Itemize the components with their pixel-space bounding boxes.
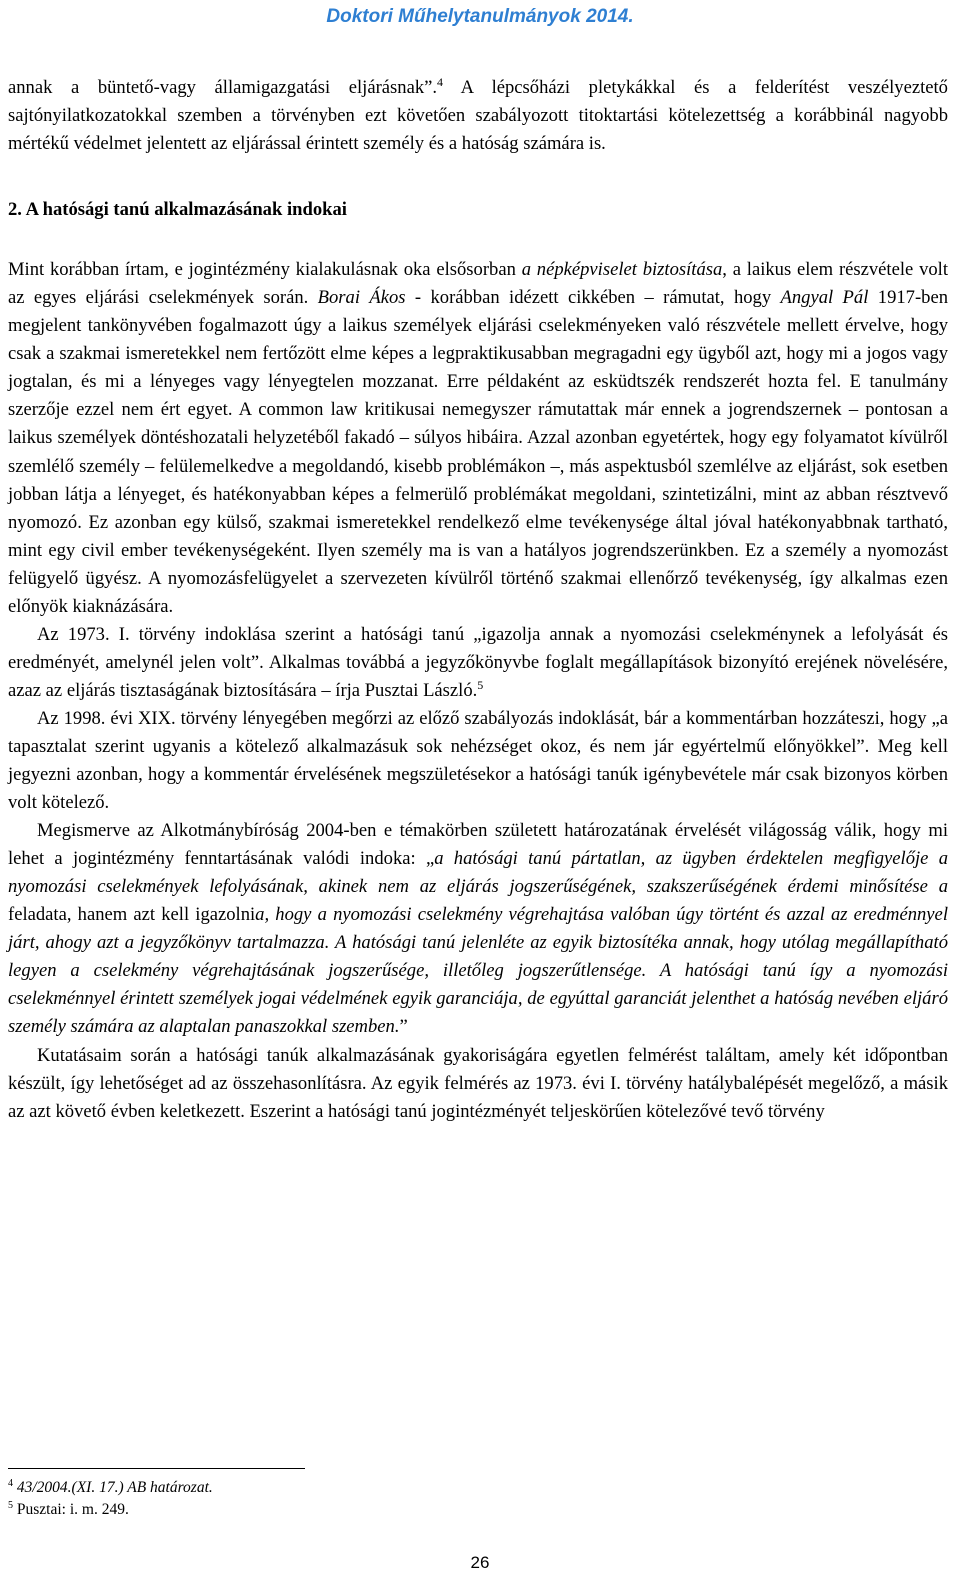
footnote-ref-4[interactable]: 4 <box>437 75 444 89</box>
text: Az 1973. I. törvény indoklása szerint a hatósági tanú „igazolja annak a nyomozási cselekménynek a lefolyását és eredményét, amelynél jelen volt”. Alkalmas továbbá a jegyzőkönyvbe foglalt megállapítások bizonyító erejének növelésére, azaz az eljárás tisztaságának biztosítására – írja Pusztai László. <box>8 623 948 701</box>
footnote-number: 4 <box>8 1478 13 1489</box>
footnote-text: 43/2004.(XI. 17.) AB határozat. <box>16 1479 213 1496</box>
text: feladata, hanem azt kell igazolni <box>8 904 256 926</box>
paragraph-constitutional-court <box>8 817 948 1041</box>
author-name: Angyal Pál <box>780 287 869 309</box>
text: , a laikus elem részvétele volt az egyes eljárási cselekmények során. <box>8 259 948 309</box>
paragraph-popular-representation <box>8 256 948 621</box>
section-heading: 2. A hatósági tanú alkalmazásának indokai <box>8 199 347 221</box>
footnote-4 <box>8 1477 608 1499</box>
text: 1917-ben megjelent tankönyvében fogalmazott úgy a laikus személyek eljárási cselekményeken való részvétele mellett érvelve, hogy csak a szakmai ismeretekkel nem fertőzött elme képes a legpraktikusabban megragadni egy ügyből azt, hogy mi a jogos vagy jogtalan, és mi a lényeges vagy lényegtelen mozzanat. Erre példaként az esküdtszék rendszerét hozta fel. E tanulmány szerzője ezzel nem ért egyet. A common law kritikusai nemegyszer rámutattak már ennek a jogrendszernek – pontosan a laikus személyek döntéshozatali helyzetéből fakadó – súlyos hibáira. Azzal azonban egyetértek, hogy egy folyamatot kívülről szemlélő személy – felülemelkedve a megoldandó, kisebb problémákon –, más aspektusból szemlélve az eljárást, sok esetben jobban látja a lényeget, és hatékonyabban képes a felmerülő problémákat megoldani, szintetizálni, mint az abban résztvevő nyomozó. Ez azonban egy külső, szakmai ismeretekkel rendelkező elme tevékenysége által jóval hatékonyabbnak tartható, mint egy civil ember tevékenységeként. Ilyen személy ma is van a hatályos jogrendszerünkben. Ez a személy a nyomozást felügyelő ügyész. A nyomozásfelügyelet a szervezeten kívülről történő szakmai ellenőrző tevékenység, így alkalmas ezen előnyök kiaknázására. <box>8 287 948 617</box>
running-header: Doktori Műhelytanulmányok 2014. <box>326 6 634 27</box>
author-name: Borai Ákos <box>317 287 406 309</box>
text: Mint korábban írtam, e jogintézmény kialakulásnak oka elsősorban <box>8 259 522 281</box>
footnote-text: Pusztai: i. m. 249. <box>16 1501 129 1518</box>
footnote-separator <box>8 1468 305 1469</box>
text: annak a büntető-vagy államigazgatási eljárásnak”. <box>8 77 438 98</box>
footnote-5 <box>8 1499 608 1521</box>
paragraph-research: Kutatásaim során a hatósági tanúk alkalmazásának gyakoriságára egyetlen felmérést találtam, amely két időpontban készült, így lehetőséget ad az összehasonlításra. Az egyik felmérés az 1973. évi I. törvény hatálybalépését megelőző, a másik az azt követő évben keletkezett. Eszerint a hatósági tanú jogintézményét teljeskörűen kötelezővé tevő törvény <box>8 1044 948 1122</box>
paragraph-1998-law: Az 1998. évi XIX. törvény lényegében megőrzi az előző szabályozás indoklását, bár a kommentárban hozzáteszi, hogy „a tapasztalat szerint ugyanis a kötelező alkalmazásuk sok nehézséget okoz, és nem jár egyértelmű előnyökkel”. Meg kell jegyezni azonban, hogy a kommentár érvelésének megszületésekor a hatósági tanúk igénybevétele már csak bizonyos körben volt kötelező. <box>8 707 948 814</box>
text: Megismerve az Alkotmánybíróság 2004-ben e témakörben született határozatának érvelését világosság válik, hogy mi lehet a jogintézmény fenntartásának valódi indoka: „ <box>8 820 948 870</box>
footnotes <box>8 1477 608 1521</box>
footnote-ref-5[interactable]: 5 <box>477 677 484 692</box>
paragraph-confidentiality <box>8 74 948 158</box>
footnote-number: 5 <box>8 1500 13 1511</box>
text: ” <box>399 1016 408 1038</box>
page-number: 26 <box>470 1553 490 1572</box>
quote-italic: a, hogy a nyomozási cselekmény végrehajtása valóban úgy történt és azzal az eredménnyel járt, ahogy azt a jegyzőkönyv tartalmazza. A hatósági tanú jelenléte az egyik biztosítéka annak, hogy utólag megállapítható legyen a cselekmény végrehajtásának jogszerűsége, illetőleg jogszerűtlensége. A hatósági tanú így a nyomozási cselekménnyel érintett személyek jogai védelmének egyik garanciája, de egyúttal garanciát jelenthet a hatóság nevében eljáró személy számára az alaptalan panaszokkal szemben. <box>8 904 948 1038</box>
page-body <box>8 74 948 1126</box>
paragraph-1973-law <box>8 621 948 705</box>
quote-italic: a hatósági tanú pártatlan, az ügyben érdektelen megfigyelője a nyomozási cselekmények lefolyásának, akinek nem az eljárás jogszerűségének, szakszerűségének érdemi minősítése a <box>8 848 948 898</box>
text: A lépcsőházi pletykákkal és a felderítést veszélyeztető sajtónyilatkozatokkal szemben a törvényben ezt követően szabályozott titoktartási kötelezettség a korábbinál nagyobb mértékű védelmet jelentett az eljárással érintett személy és a hatóság számára is. <box>8 77 948 155</box>
text: - korábban idézett cikkében – rámutat, hogy <box>405 287 781 309</box>
italic-text: a népképviselet biztosítása <box>521 259 723 281</box>
